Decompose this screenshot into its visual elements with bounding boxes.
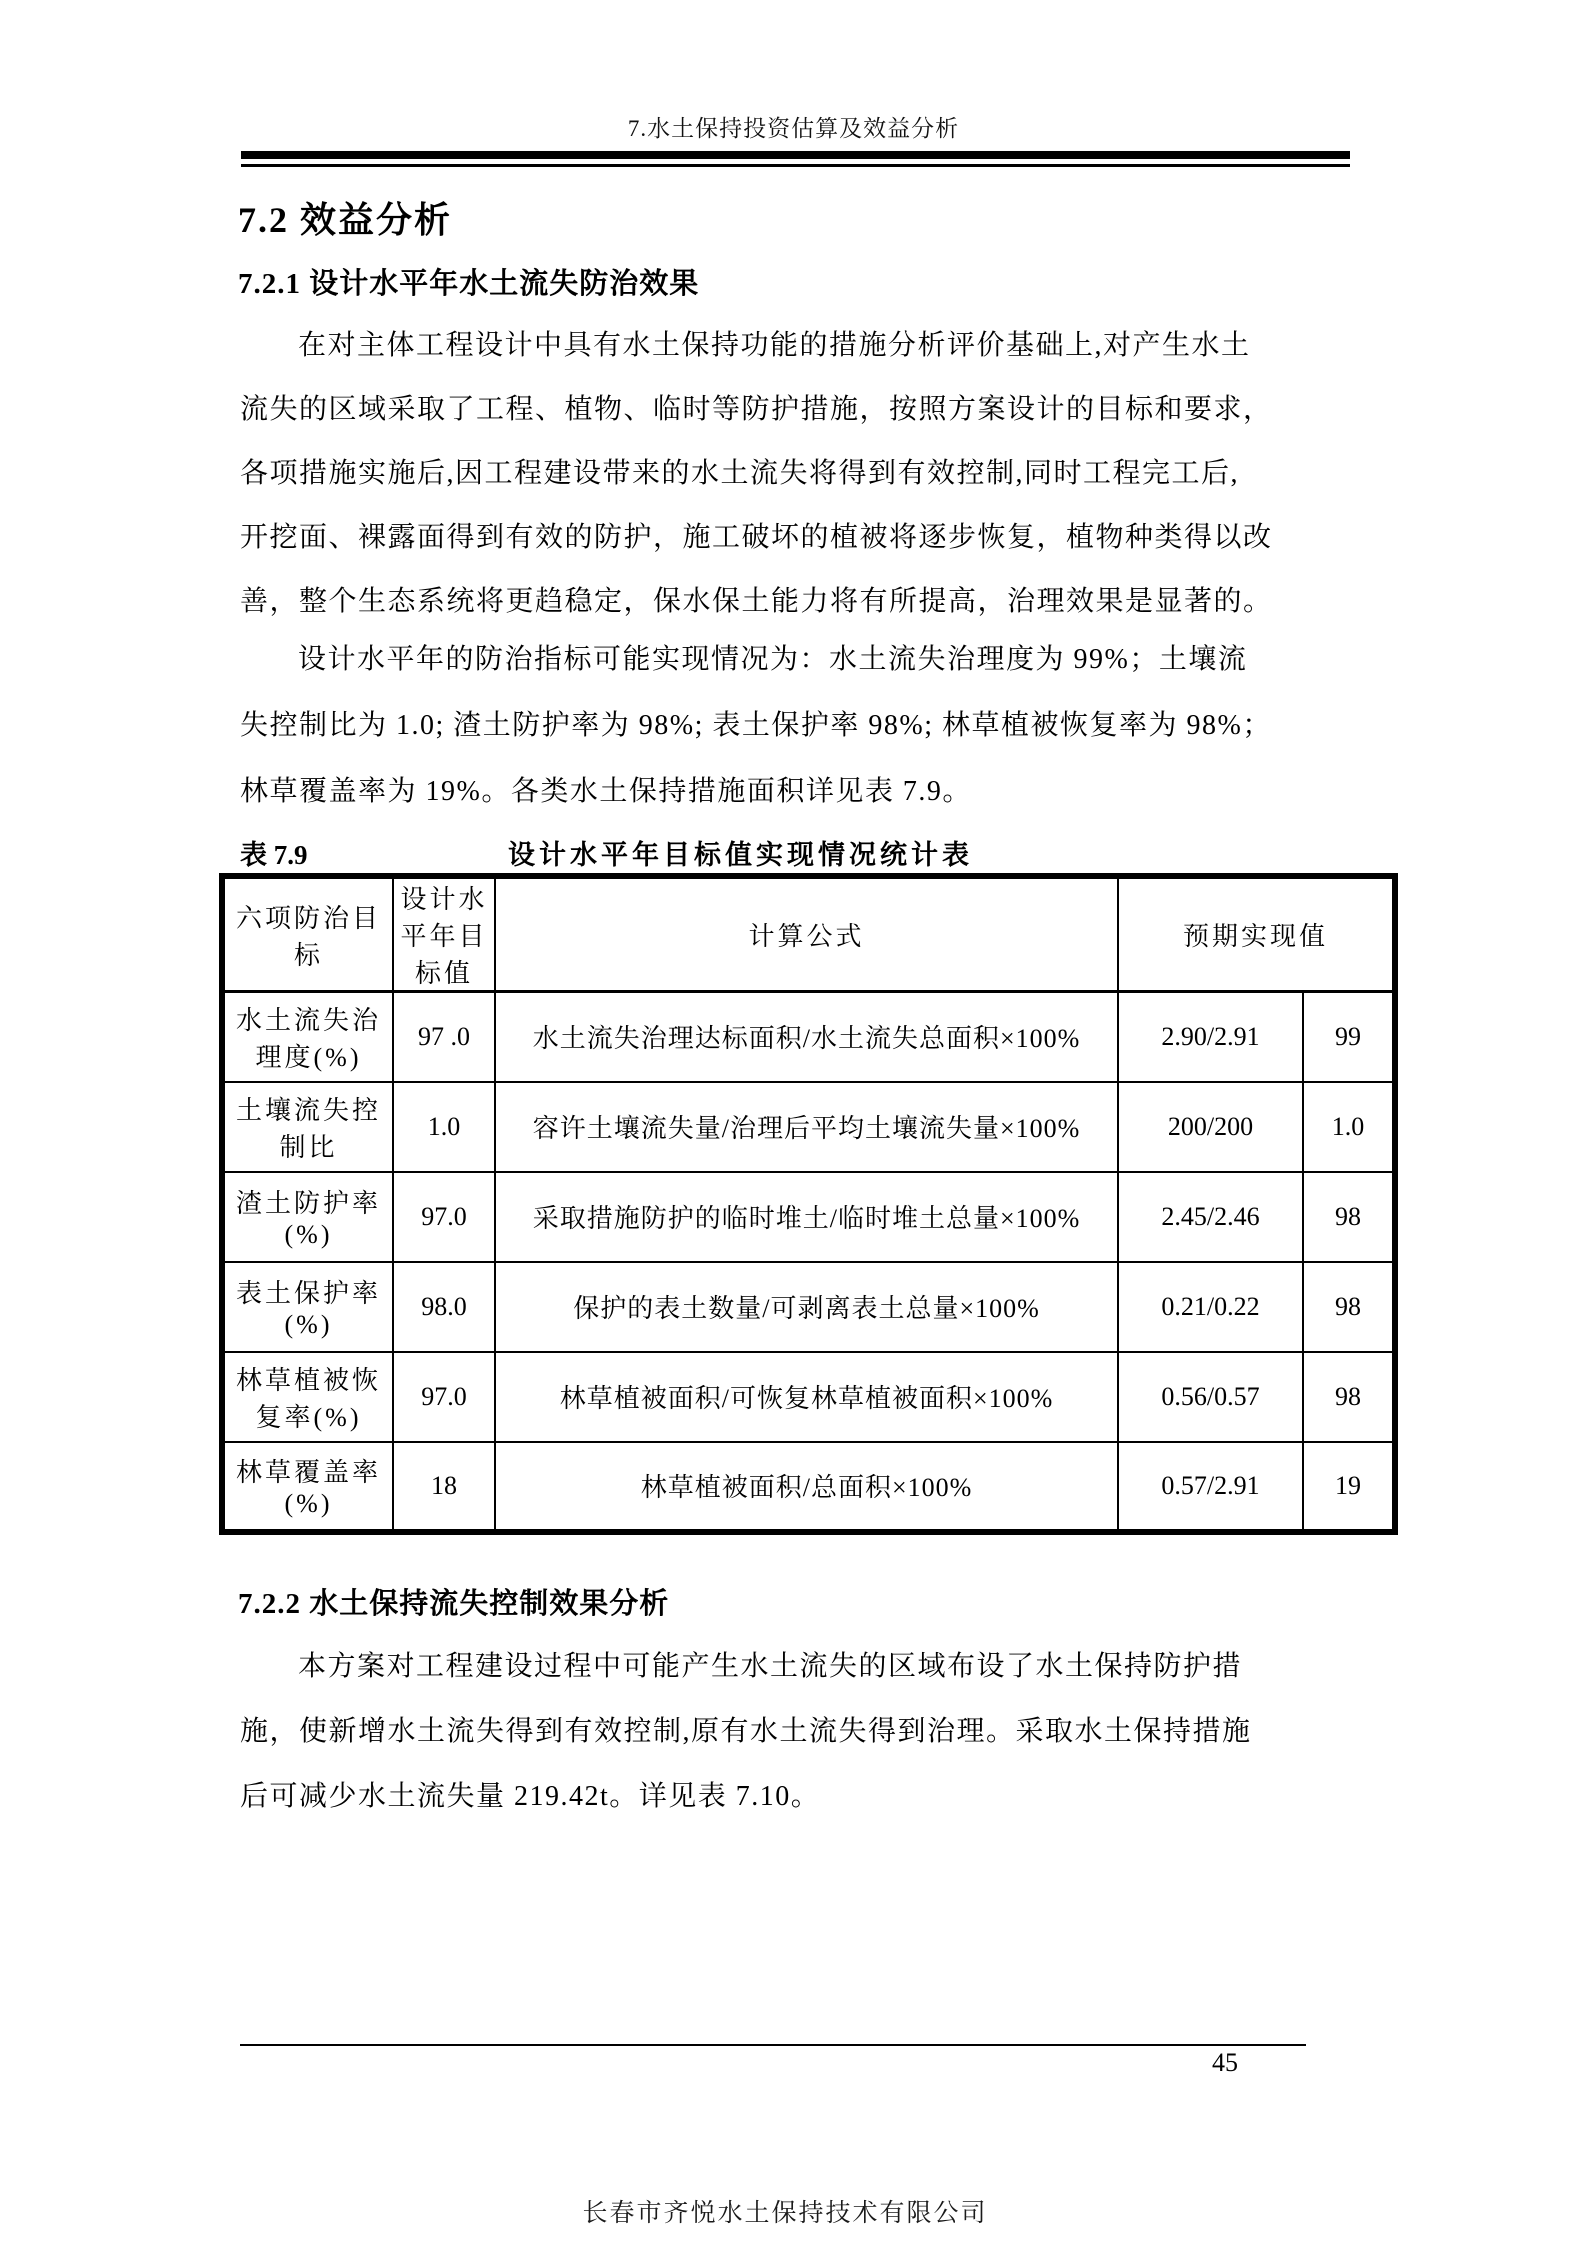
cell-target: 水土流失治理度(%) [222, 992, 393, 1082]
cell-target: 林草植被恢复率(%) [222, 1352, 393, 1442]
paragraph-line: 后可减少水土流失量 219.42t。详见表 7.10。 [240, 1781, 821, 1812]
paragraph-line: 本方案对工程建设过程中可能产生水土流失的区域布设了水土保持防护措 [298, 1651, 1243, 1682]
table-row [222, 992, 1395, 1082]
paragraph-line: 设计水平年的防治指标可能实现情况为：水土流失治理度为 99%；土壤流 [298, 644, 1248, 675]
header-cell-formula: 计算公式 [495, 876, 1118, 992]
paragraph-line: 施，使新增水土流失得到有效控制,原有水土流失得到治理。采取水土保持措施 [240, 1716, 1252, 1747]
table-header-row [222, 876, 1395, 992]
cell-goal: 1.0 [393, 1082, 495, 1172]
table-caption-label: 表 7.9 [240, 840, 308, 870]
footer-rule [240, 2044, 1306, 2046]
table-row [222, 1172, 1395, 1262]
cell-expected: 0.57/2.91 [1118, 1442, 1303, 1532]
footer-company-name: 长春市齐悦水土保持技术有限公司 [582, 2200, 988, 2227]
cell-expected: 2.90/2.91 [1118, 992, 1303, 1082]
header-cell-goal: 设计水平年目标值 [393, 876, 495, 992]
header-cell-target: 六项防治目标 [222, 876, 393, 992]
cell-target: 渣土防护率(%) [222, 1172, 393, 1262]
paragraph-3 [240, 1634, 1360, 1829]
cell-target: 土壤流失控制比 [222, 1082, 393, 1172]
cell-achieved: 19 [1303, 1442, 1395, 1532]
table-row [222, 1442, 1395, 1532]
paragraph-line: 善，整个生态系统将更趋稳定，保水保土能力将有所提高，治理效果是显著的。 [240, 586, 1273, 617]
paragraph-line: 各项措施实施后,因工程建设带来的水土流失将得到有效控制,同时工程完工后, [240, 458, 1240, 489]
section-title-7-2: 7.2 效益分析 [238, 200, 453, 240]
cell-expected: 0.56/0.57 [1118, 1352, 1303, 1442]
cell-expected: 0.21/0.22 [1118, 1262, 1303, 1352]
cell-formula: 采取措施防护的临时堆土/临时堆土总量×100% [495, 1172, 1118, 1262]
paragraph-2 [240, 627, 1360, 825]
paragraph-1 [240, 314, 1360, 634]
cell-achieved: 98 [1303, 1262, 1395, 1352]
paragraph-line: 失控制比为 1.0; 渣土防护率为 98%; 表土保护率 98%; 林草植被恢复率为 98%； [240, 710, 1272, 741]
cell-expected: 2.45/2.46 [1118, 1172, 1303, 1262]
cell-goal: 97 .0 [393, 992, 495, 1082]
running-header-title: 7.水土保持投资估算及效益分析 [627, 116, 960, 141]
cell-formula: 保护的表土数量/可剥离表土总量×100% [495, 1262, 1118, 1352]
cell-goal: 97.0 [393, 1352, 495, 1442]
paragraph-line: 林草覆盖率为 19%。各类水土保持措施面积详见表 7.9。 [240, 776, 972, 807]
cell-achieved: 98 [1303, 1172, 1395, 1262]
paragraph-line: 流失的区域采取了工程、植物、临时等防护措施，按照方案设计的目标和要求， [240, 394, 1273, 425]
section-title-7-2-1: 7.2.1 设计水平年水土流失防治效果 [238, 268, 700, 300]
header-rule-thick [241, 151, 1350, 159]
header-cell-expected: 预期实现值 [1118, 876, 1395, 992]
table-row [222, 1082, 1395, 1172]
cell-goal: 98.0 [393, 1262, 495, 1352]
cell-formula: 林草植被面积/总面积×100% [495, 1442, 1118, 1532]
cell-achieved: 98 [1303, 1352, 1395, 1442]
paragraph-line: 在对主体工程设计中具有水土保持功能的措施分析评价基础上,对产生水土 [298, 330, 1251, 361]
table-row [222, 1352, 1395, 1442]
table-caption-title: 设计水平年目标值实现情况统计表 [508, 840, 973, 870]
section-title-7-2-2: 7.2.2 水土保持流失控制效果分析 [238, 1588, 670, 1620]
cell-formula: 林草植被面积/可恢复林草植被面积×100% [495, 1352, 1118, 1442]
cell-target: 表土保护率(%) [222, 1262, 393, 1352]
cell-goal: 18 [393, 1442, 495, 1532]
cell-goal: 97.0 [393, 1172, 495, 1262]
cell-achieved: 99 [1303, 992, 1395, 1082]
page-number: 45 [1212, 2048, 1238, 2077]
cell-formula: 水土流失治理达标面积/水土流失总面积×100% [495, 992, 1118, 1082]
paragraph-line: 开挖面、裸露面得到有效的防护，施工破坏的植被将逐步恢复，植物种类得以改 [240, 522, 1273, 553]
table-row [222, 1262, 1395, 1352]
cell-achieved: 1.0 [1303, 1082, 1395, 1172]
cell-target: 林草覆盖率(%) [222, 1442, 393, 1532]
cell-expected: 200/200 [1118, 1082, 1303, 1172]
header-rule-thin [241, 164, 1350, 167]
cell-formula: 容许土壤流失量/治理后平均土壤流失量×100% [495, 1082, 1118, 1172]
results-table [219, 873, 1398, 1535]
